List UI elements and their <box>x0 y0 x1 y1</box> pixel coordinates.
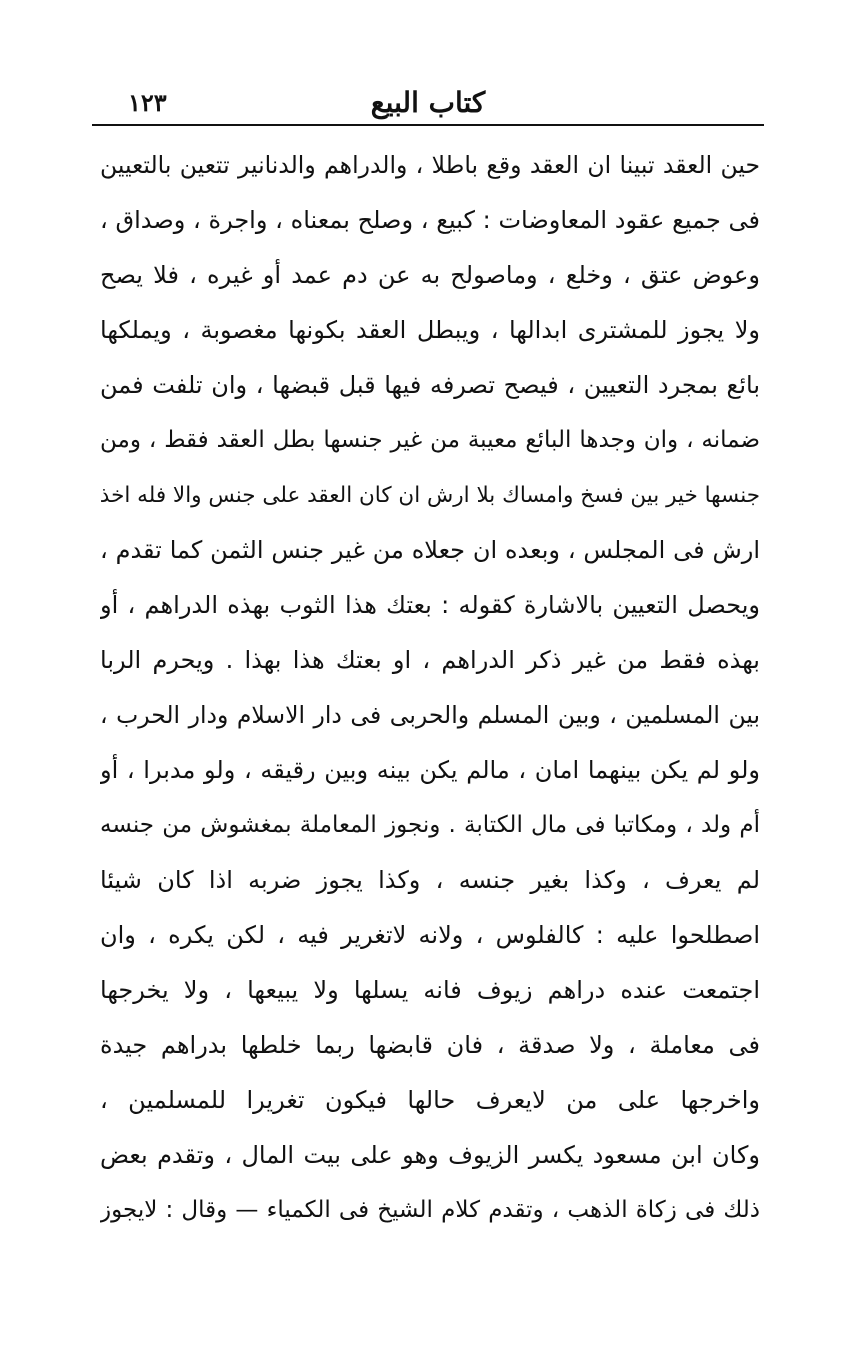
text-line: فى معاملة ، ولا صدقة ، فان قابضها ربما خلطها بدراهم جيدة <box>100 1031 760 1059</box>
text-line: اجتمعت عنده دراهم زيوف فانه يسلها ولا يبيعها ، ولا يخرجها <box>100 976 760 1004</box>
text-line: جنسها خير بين فسخ وامساك بلا ارش ان كان العقد على جنس والا فله اخذ <box>100 483 760 508</box>
running-title: كتاب البيع <box>370 86 486 119</box>
text-line: ارش فى المجلس ، وبعده ان جعلاه من غير جنس الثمن كما تقدم ، <box>100 536 760 564</box>
text-line: أم ولد ، ومكاتبا فى مال الكتابة . ونجوز المعاملة بمغشوش من جنسه <box>100 812 760 838</box>
text-line: ولو لم يكن بينهما امان ، مالم يكن بينه وبين رقيقه ، ولو مدبرا ، أو <box>100 756 760 784</box>
text-line: حين العقد تبينا ان العقد وقع باطلا ، والدراهم والدنانير تتعين بالتعيين <box>100 151 760 179</box>
text-line: ذلك فى زكاة الذهب ، وتقدم كلام الشيخ فى الكمياء — وقال : لايجوز <box>100 1197 760 1223</box>
text-line: واخرجها على من لايعرف حالها فيكون تغريرا للمسلمين ، <box>100 1086 760 1114</box>
text-line: وكان ابن مسعود يكسر الزيوف وهو على بيت المال ، وتقدم بعض <box>100 1141 760 1169</box>
text-line: بهذه فقط من غير ذكر الدراهم ، او بعتك هذا بهذا . ويحرم الربا <box>100 646 760 674</box>
header-rule <box>92 124 764 126</box>
text-line: اصطلحوا عليه : كالفلوس ، ولانه لاتغرير فيه ، لكن يكره ، وان <box>100 921 760 949</box>
text-line: ويحصل التعيين بالاشارة كقوله : بعتك هذا الثوب بهذه الدراهم ، أو <box>100 591 760 619</box>
page-header <box>92 82 764 124</box>
text-line: ولا يجوز للمشترى ابدالها ، ويبطل العقد بكونها مغصوبة ، ويملكها <box>100 316 760 344</box>
text-line: وعوض عتق ، وخلع ، وماصولح به عن دم عمد أو غيره ، فلا يصح <box>100 261 760 289</box>
text-line: ضمانه ، وان وجدها البائع معيبة من غير جنسها بطل العقد فقط ، ومن <box>100 427 760 453</box>
body-text <box>100 138 760 1238</box>
text-line: فى جميع عقود المعاوضات : كبيع ، وصلح بمعناه ، واجرة ، وصداق ، <box>100 206 760 234</box>
text-line: بين المسلمين ، وبين المسلم والحربى فى دار الاسلام ودار الحرب ، <box>100 701 760 729</box>
text-line: بائع بمجرد التعيين ، فيصح تصرفه فيها قبل قبضها ، وان تلفت فمن <box>100 371 760 399</box>
page-number: ١٢٣ <box>128 88 167 117</box>
text-line: لم يعرف ، وكذا بغير جنسه ، وكذا يجوز ضربه اذا كان شيئا <box>100 866 760 894</box>
